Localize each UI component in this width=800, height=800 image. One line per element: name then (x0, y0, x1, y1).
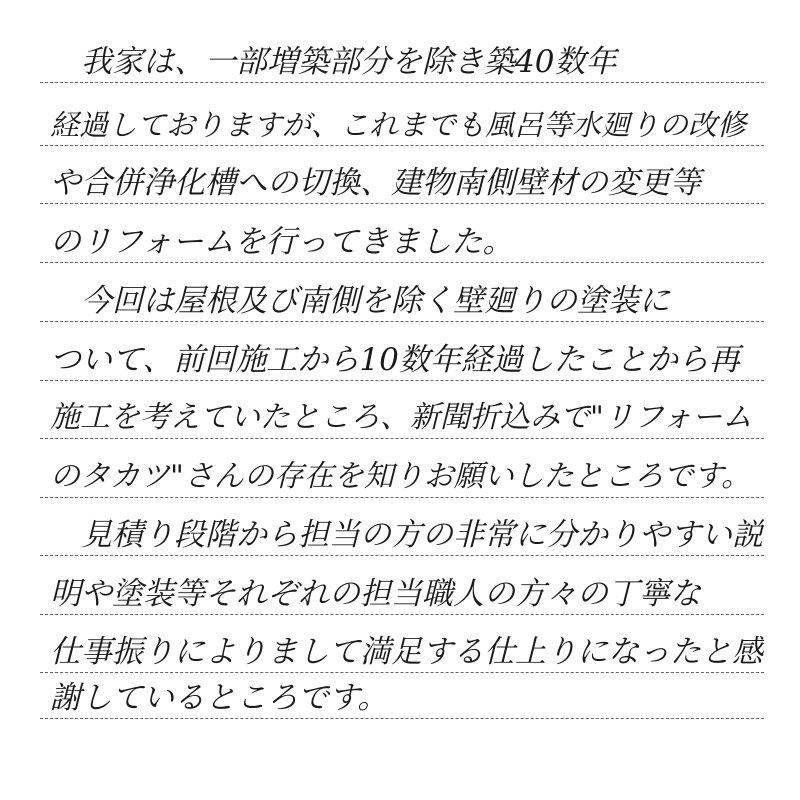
letter-line-6: ついて、前回施工から10数年経過したことから再 (50, 342, 740, 378)
letter-line-4: のリフォームを行ってきました。 (50, 224, 514, 260)
letter-line-11: 仕事振りによりまして満足する仕上りになったと感 (50, 634, 763, 670)
letter-line-3: や合併浄化槽への切換、建物南側壁材の変更等 (50, 165, 701, 201)
letter-line-7: 施工を考えていたところ、新聞折込みで"リフォーム (50, 400, 753, 435)
letter-line-12: 謝しているところです。 (50, 680, 389, 716)
letter-line-2: 経過しておりますが、これまでも風呂等水廻りの改修 (50, 108, 747, 142)
letter-line-5: 今回は屋根及び南側を除く壁廻りの塗装に (50, 283, 670, 319)
letter-line-9: 見積り段階から担当の方の非常に分かりやすい説 (50, 517, 763, 553)
letter-line-10: 明や塗装等それぞれの担当職人の方々の丁寧な (50, 576, 701, 612)
letter-line-8: のタカツ"さんの存在を知りお願いしたところです。 (50, 459, 752, 494)
letter-line-1: 我家は、一部増築部分を除き築40数年 (50, 44, 617, 80)
